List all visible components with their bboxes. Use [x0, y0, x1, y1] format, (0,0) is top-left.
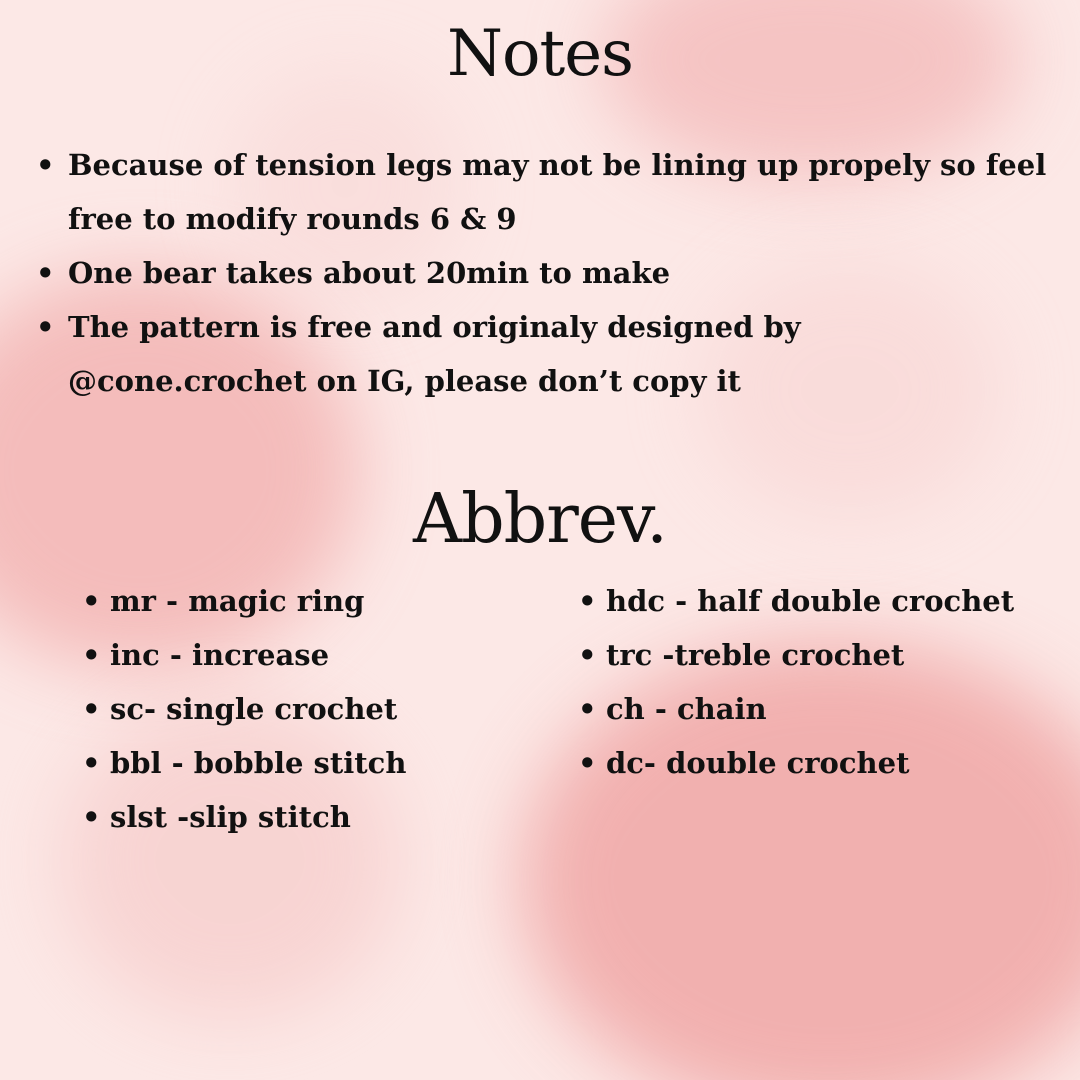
abbreviation-item: • slst -slip stitch	[110, 790, 580, 844]
abbreviation-item: • trc -treble crochet	[606, 628, 1076, 682]
note-item: • Because of tension legs may not be lining up propely so feel free to modify rounds 6 & 9	[68, 138, 1080, 246]
note-item: • One bear takes about 20min to make	[68, 246, 1080, 300]
abbreviation-item: • inc - increase	[110, 628, 580, 682]
abbreviation-item: • sc- single crochet	[110, 682, 580, 736]
notes-title: Notes	[447, 17, 633, 91]
abbreviations-title: Abbrev.	[413, 480, 667, 559]
abbreviation-item: • ch - chain	[606, 682, 1076, 736]
abbreviation-item: • dc- double crochet	[606, 736, 1076, 790]
abbreviation-item: • hdc - half double crochet	[606, 574, 1076, 628]
abbreviation-item: • bbl - bobble stitch	[110, 736, 580, 790]
abbreviations-list-left	[110, 574, 580, 844]
abbreviation-item: • mr - magic ring	[110, 574, 580, 628]
note-item: • The pattern is free and originaly designed by @cone.crochet on IG, please don’t copy it	[68, 300, 858, 408]
abbreviations-list-right	[606, 574, 1076, 790]
notes-list	[68, 138, 1080, 408]
